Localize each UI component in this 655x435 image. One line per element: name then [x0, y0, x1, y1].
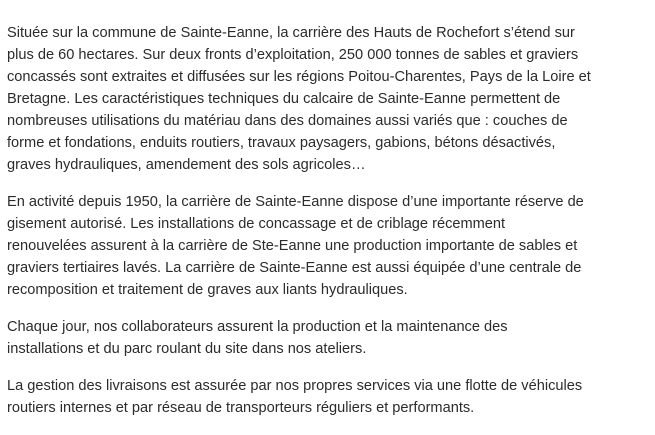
paragraph-daily-operations	[7, 316, 651, 360]
text-line: En activité depuis 1950, la carrière de Sainte-Eanne dispose d’une importante réserve de	[7, 194, 584, 210]
paragraph-deliveries	[7, 375, 651, 419]
text-line: Située sur la commune de Sainte-Eanne, la carrière des Hauts de Rochefort s’étend sur	[7, 25, 575, 41]
text-line: installations et du parc roulant du site dans nos ateliers.	[7, 341, 367, 357]
text-line: forme et fondations, enduits routiers, travaux paysagers, gabions, bétons désactivés,	[7, 135, 556, 151]
text-line: plus de 60 hectares. Sur deux fronts d’exploitation, 250 000 tonnes de sables et graviers	[7, 47, 579, 63]
text-line: nombreuses utilisations du matériau dans des domaines aussi variés que : couches de	[7, 113, 568, 129]
text-line: renouvelées assurent à la carrière de Ste-Eanne une production importante de sables et	[7, 238, 578, 254]
text-line: recomposition et traitement de graves aux liants hydrauliques.	[7, 282, 408, 298]
text-line: Chaque jour, nos collaborateurs assurent la production et la maintenance des	[7, 319, 508, 335]
text-line: graviers tertiaires lavés. La carrière de Sainte-Eanne est aussi équipée d’une centrale de	[7, 260, 582, 276]
paragraph-activity-history	[7, 191, 651, 301]
text-line: gisement autorisé. Les installations de concassage et de criblage récemment	[7, 216, 506, 232]
text-line: routiers internes et par réseau de transporteurs réguliers et performants.	[7, 400, 475, 416]
text-line: graves hydrauliques, amendement des sols agricoles…	[7, 157, 366, 173]
text-line: La gestion des livraisons est assurée par nos propres services via une flotte de véhicules	[7, 378, 583, 394]
article-body	[7, 22, 651, 434]
paragraph-site-description	[7, 22, 651, 176]
text-line: Bretagne. Les caractéristiques techniques du calcaire de Sainte-Eanne permettent de	[7, 91, 561, 107]
text-line: concassés sont extraites et diffusées sur les régions Poitou-Charentes, Pays de la Loire et	[7, 69, 591, 85]
